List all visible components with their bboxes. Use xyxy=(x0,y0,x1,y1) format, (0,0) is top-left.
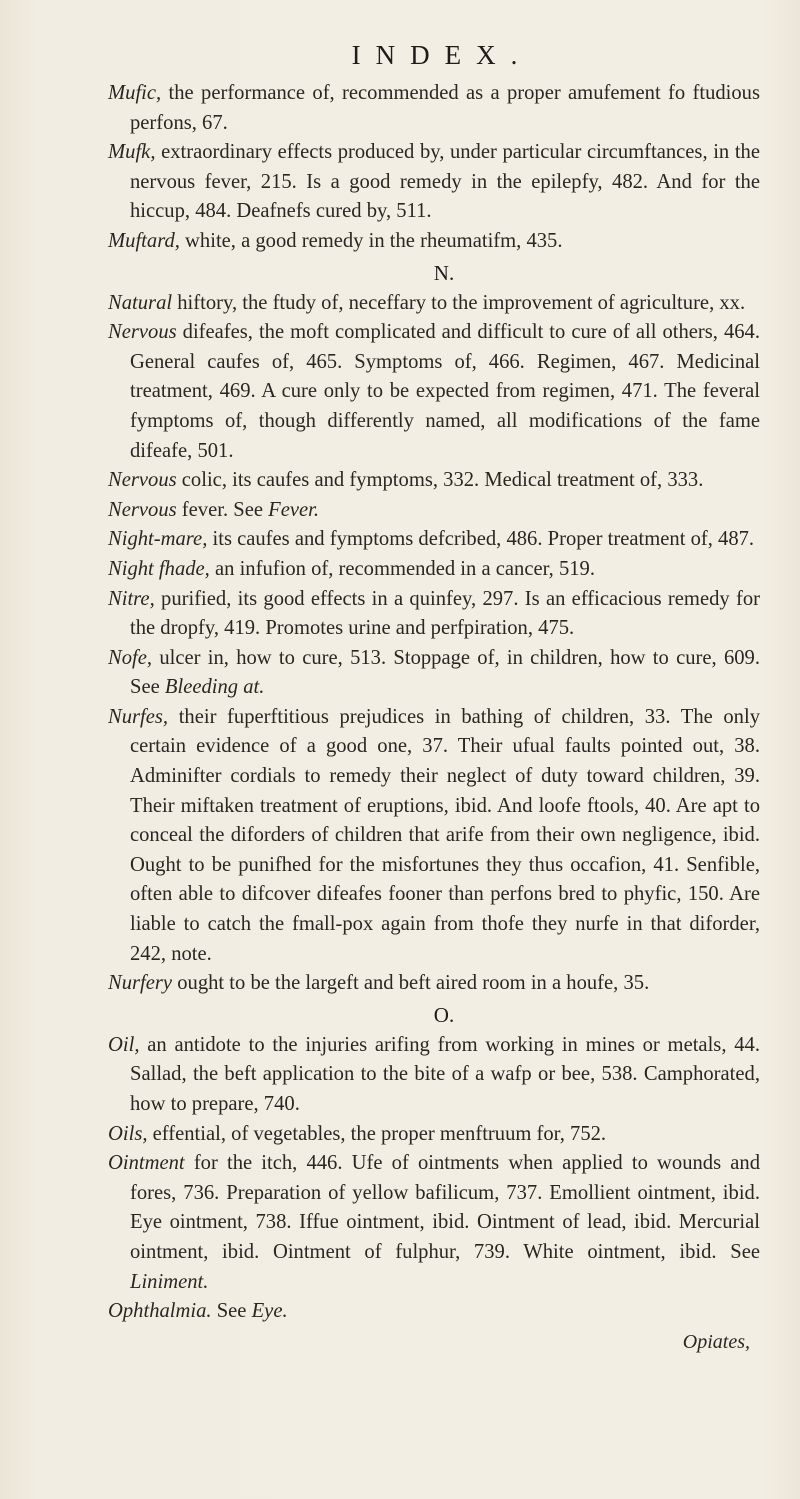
entry-headword: Night-mare, xyxy=(108,528,208,551)
index-entry xyxy=(108,466,760,496)
entry-text: extraordinary effects produced by, under particular circumftances, in the nervous fever, 215. Is a good remedy in the epilepfy, 482. And for the hiccup, 484. Deafnefs cured by, 511. xyxy=(130,141,760,223)
entry-text: white, a good remedy in the rheumatifm, 435. xyxy=(185,229,563,252)
section-letter: O. xyxy=(433,1002,455,1027)
entry-text: colic, its caufes and fymptoms, 332. Medical treatment of, 333. xyxy=(181,469,704,492)
entry-text: fever. See xyxy=(181,498,263,521)
page-heading: INDEX. xyxy=(351,40,533,70)
entry-text: for the itch, 446. Ufe of ointments when applied to wounds and fores, 736. Preparation of yellow bafilicum, 737. Emollient ointment, ibid. Eye ointment, 738. Iffue ointment, ibid. Ointment of lead, ibid. Mercurial ointment, ibid. Ointment of fulphur, 739. White ointment, ibid. See xyxy=(130,1152,760,1263)
entry-text: ulcer in, how to cure, 513. Stoppage of, in children, how to cure, 609. See xyxy=(130,646,760,699)
index-entry xyxy=(108,703,760,969)
index-entry xyxy=(108,1297,760,1327)
index-entry xyxy=(108,79,760,138)
catchword: Opiates, xyxy=(682,1330,750,1353)
entry-cross-reference: Liniment. xyxy=(130,1270,209,1293)
entry-headword: Nervous xyxy=(108,469,177,492)
section-letter: N. xyxy=(433,260,455,285)
entry-text: its caufes and fymptoms defcribed, 486. Proper treatment of, 487. xyxy=(212,528,755,551)
entry-headword: Natural xyxy=(108,291,173,314)
entry-headword: Night fhade, xyxy=(108,557,210,580)
index-entry xyxy=(108,1031,760,1120)
index-sections xyxy=(108,79,760,1327)
entry-headword: Oils, xyxy=(108,1122,148,1145)
entry-headword: Nofe, xyxy=(108,646,153,669)
entry-text: hiftory, the ftudy of, neceffary to the improvement of agriculture, xx. xyxy=(177,291,746,314)
entry-text: an infufion of, recommended in a cancer, 519. xyxy=(214,557,595,580)
entry-headword: Nurfery xyxy=(108,972,173,995)
entry-headword: Ophthalmia. xyxy=(108,1300,212,1323)
index-entry xyxy=(108,227,760,257)
entry-headword: Nervous xyxy=(108,498,177,521)
entry-headword: Ointment xyxy=(108,1152,185,1175)
entry-headword: Nurfes, xyxy=(108,705,169,728)
index-entry xyxy=(108,496,760,526)
index-entry xyxy=(108,1149,760,1297)
entry-headword: Mufic, xyxy=(108,82,162,104)
index-entry xyxy=(108,644,760,703)
index-entry xyxy=(108,585,760,644)
entry-text: purified, its good effects in a quinfey, 297. Is an efficacious remedy for the dropfy, 419. Promotes urine and perfpiration, 475. xyxy=(130,587,760,640)
entry-text: an antidote to the injuries arifing from working in mines or metals, 44. Sallad, the beft application to the bite of a wafp or bee, 538. Camphorated, how to prepare, 740. xyxy=(130,1033,760,1115)
index-entry xyxy=(108,969,760,999)
entry-text: difeafes, the moft complicated and difficult to cure of all others, 464. General caufes of, 465. Symptoms of, 466. Regimen, 467. Medicinal treatment, 469. A cure only to be expected from regimen, 471. The feveral fymptoms of, though differently named, all modifications of the fame difeafe, 501. xyxy=(130,321,760,462)
entry-cross-reference: Fever. xyxy=(268,498,320,521)
index-entry xyxy=(108,555,760,585)
entry-text: See xyxy=(216,1300,247,1323)
index-entry xyxy=(108,525,760,555)
entry-headword: Mufk, xyxy=(108,141,156,164)
entry-cross-reference: Eye. xyxy=(251,1300,288,1323)
entry-cross-reference: Bleeding at. xyxy=(164,676,265,699)
entry-headword: Nitre, xyxy=(108,587,155,610)
index-entry xyxy=(108,138,760,227)
entry-text: their fuperftitious prejudices in bathing of children, 33. The only certain evidence of a good one, 37. Their ufual faults pointed out, 38. Adminifter cordials to remedy their neglect of duty toward children, 39. Their miftaken treatment of eruptions, ibid. And loofe ftools, 40. Are apt to conceal the diforders of children that arife from their own negligence, ibid. Ought to be punifhed for the misfortunes they thus occafion, 41. Senfible, often able to difcover difeafes fooner than perfons bred to phyfic, 150. Are liable to catch the fmall-pox again from thofe they nurfe in that diforder, 242, note. xyxy=(130,705,760,965)
entry-text: ought to be the largeft and beft aired room in a houfe, 35. xyxy=(177,972,650,995)
index-entry xyxy=(108,289,760,319)
index-entry xyxy=(108,318,760,466)
index-entry xyxy=(108,1120,760,1150)
entry-headword: Oil, xyxy=(108,1033,140,1056)
entry-headword: Muftard, xyxy=(108,229,180,252)
entry-text: the performance of, recommended as a proper amufement fo ftudious perfons, 67. xyxy=(130,82,760,134)
entry-text: effential, of vegetables, the proper menftruum for, 752. xyxy=(152,1122,607,1145)
entry-headword: Nervous xyxy=(108,321,177,344)
